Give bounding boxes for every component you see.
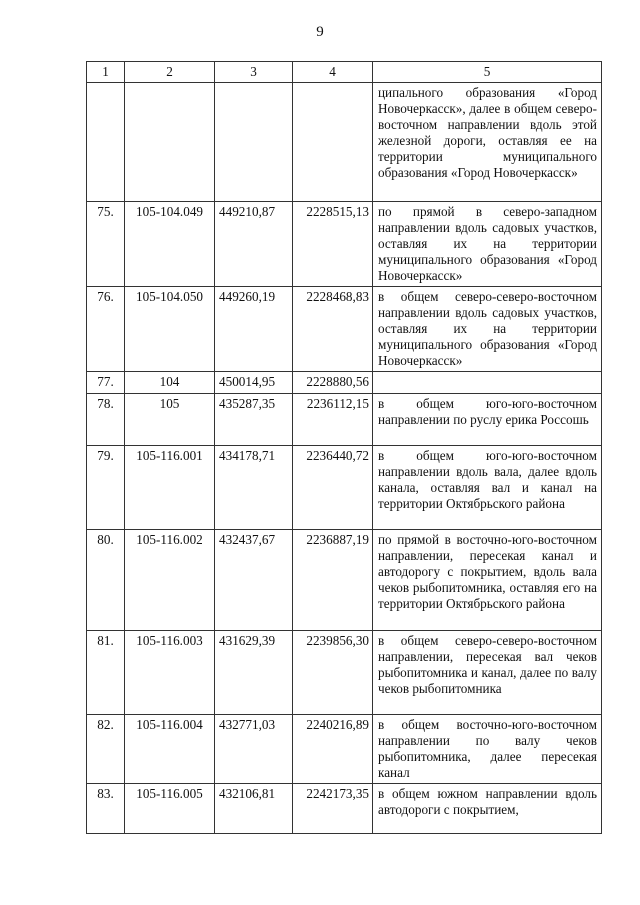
coordinate-x: 432106,81 — [215, 784, 293, 834]
row-number: 80. — [87, 530, 125, 631]
point-id: 105-104.050 — [125, 287, 215, 372]
coordinate-y: 2236440,72 — [293, 446, 373, 530]
coordinate-y: 2228468,83 — [293, 287, 373, 372]
row-number: 76. — [87, 287, 125, 372]
coordinate-y: 2228515,13 — [293, 202, 373, 287]
table-row — [87, 372, 602, 394]
point-id: 105-116.001 — [125, 446, 215, 530]
coordinate-y: 2236887,19 — [293, 530, 373, 631]
column-header: 4 — [293, 62, 373, 83]
row-number: 82. — [87, 715, 125, 784]
row-number — [87, 83, 125, 202]
coordinate-x: 449260,19 — [215, 287, 293, 372]
coordinate-x: 432771,03 — [215, 715, 293, 784]
table-row — [87, 784, 602, 834]
boundary-description: в общем восточно-юго-восточном направлении по валу чеков рыбопитомника, далее пересекая канал — [373, 715, 602, 784]
table-row — [87, 202, 602, 287]
boundary-description: в общем северо-северо-восточном направлении, пересекая вал чеков рыбопитомника и канал, далее по валу чеков рыбопитомника — [373, 631, 602, 715]
column-header: 1 — [87, 62, 125, 83]
header-row — [87, 62, 602, 83]
column-header: 3 — [215, 62, 293, 83]
boundary-description: в общем юго-юго-восточном направлении вдоль вала, далее вдоль канала, оставляя вал и канал на территории Октябрьского района — [373, 446, 602, 530]
coordinate-x: 434178,71 — [215, 446, 293, 530]
boundary-description: по прямой в восточно-юго-восточном направлении, пересекая канал и автодорогу с покрытием, вдоль вала чеков рыбопитомника, оставляя его на территории Октябрьского района — [373, 530, 602, 631]
point-id: 105 — [125, 394, 215, 446]
coordinate-x: 431629,39 — [215, 631, 293, 715]
boundary-description — [373, 372, 602, 394]
table-row — [87, 394, 602, 446]
coordinate-y: 2240216,89 — [293, 715, 373, 784]
coordinate-x — [215, 83, 293, 202]
boundary-description: ципального образования «Город Новочеркасск», далее в общем северо-восточном направлении вдоль этой железной дороги, оставляя ее на территории муниципального образования «Город Новочеркасск» — [373, 83, 602, 202]
coordinate-x: 449210,87 — [215, 202, 293, 287]
point-id: 105-116.005 — [125, 784, 215, 834]
row-number: 81. — [87, 631, 125, 715]
coordinate-x: 432437,67 — [215, 530, 293, 631]
point-id: 104 — [125, 372, 215, 394]
coordinate-y: 2239856,30 — [293, 631, 373, 715]
point-id: 105-116.003 — [125, 631, 215, 715]
table-row — [87, 446, 602, 530]
point-id: 105-116.004 — [125, 715, 215, 784]
row-number: 78. — [87, 394, 125, 446]
coordinate-y: 2242173,35 — [293, 784, 373, 834]
page-number: 9 — [316, 24, 324, 40]
table-row — [87, 83, 602, 202]
column-header: 5 — [373, 62, 602, 83]
coordinate-y: 2236112,15 — [293, 394, 373, 446]
row-number: 83. — [87, 784, 125, 834]
column-header: 2 — [125, 62, 215, 83]
boundary-description: в общем юго-юго-восточном направлении по руслу ерика Россошь — [373, 394, 602, 446]
table-body — [87, 62, 602, 834]
coordinate-x: 450014,95 — [215, 372, 293, 394]
table-row — [87, 287, 602, 372]
table-row — [87, 631, 602, 715]
boundary-description: в общем южном направлении вдоль автодороги с покрытием, — [373, 784, 602, 834]
table-row — [87, 715, 602, 784]
coordinate-y: 2228880,56 — [293, 372, 373, 394]
boundary-description: по прямой в северо-западном направлении вдоль садовых участков, оставляя их на территории муниципального образования «Город Новочеркасск» — [373, 202, 602, 287]
row-number: 75. — [87, 202, 125, 287]
point-id: 105-104.049 — [125, 202, 215, 287]
boundary-description: в общем северо-северо-восточном направлении вдоль садовых участков, оставляя их на территории муниципального образования «Город Новочеркасск» — [373, 287, 602, 372]
coordinate-y — [293, 83, 373, 202]
point-id: 105-116.002 — [125, 530, 215, 631]
coordinate-x: 435287,35 — [215, 394, 293, 446]
row-number: 77. — [87, 372, 125, 394]
table-row — [87, 530, 602, 631]
row-number: 79. — [87, 446, 125, 530]
point-id — [125, 83, 215, 202]
boundary-table — [86, 61, 602, 834]
